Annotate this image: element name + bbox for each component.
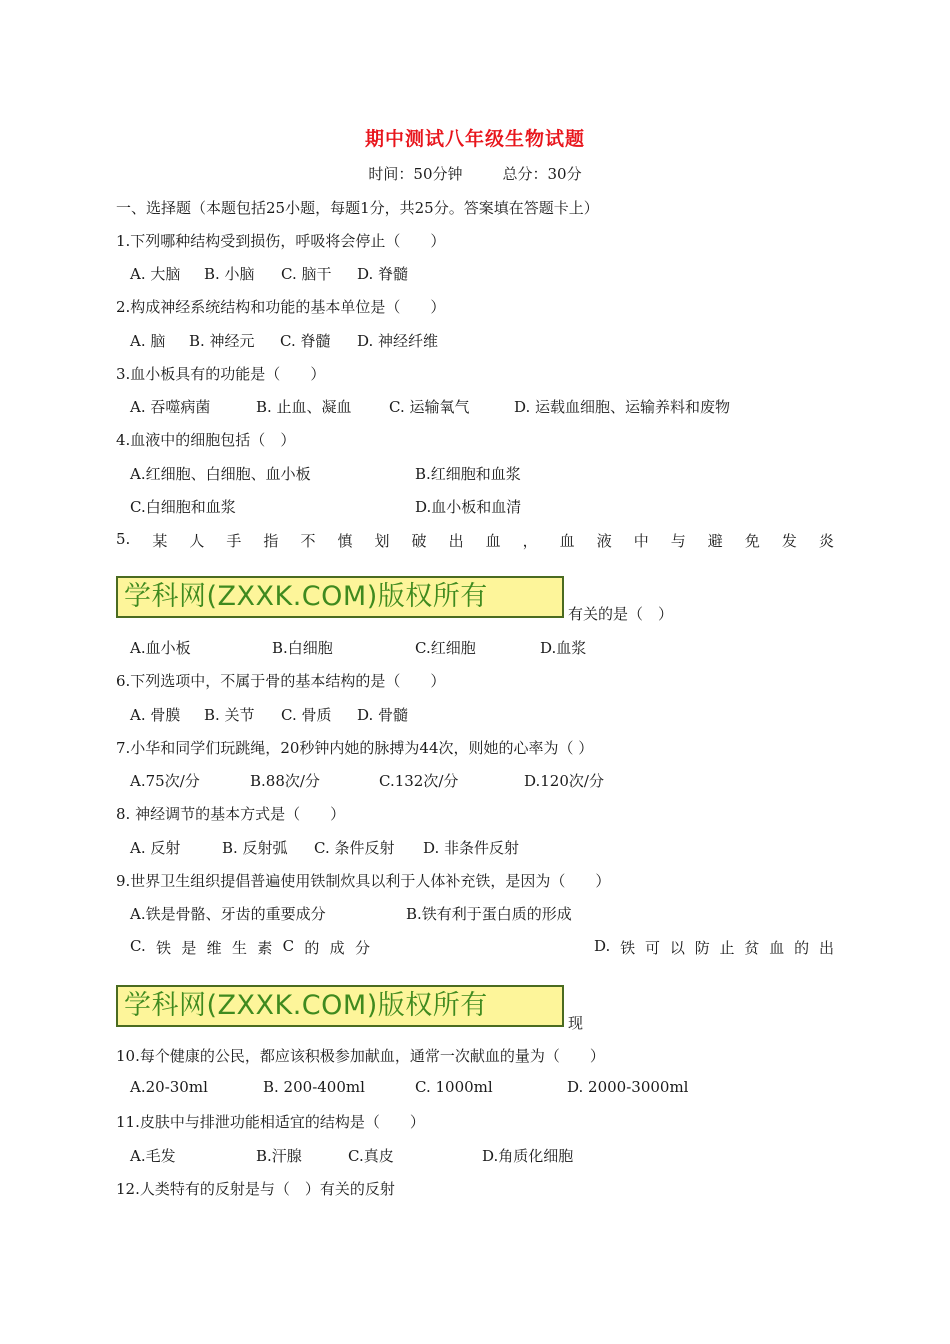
option-c: C.132次/分	[379, 772, 459, 790]
stem-char: 人	[189, 532, 205, 550]
option-a: A.铁是骨骼、牙齿的重要成分	[130, 905, 326, 923]
question-stem: 8. 神经调节的基本方式是（ ）	[116, 805, 346, 823]
option-d: D. 神经纤维	[357, 332, 439, 350]
option-a: A. 脑	[130, 332, 166, 350]
question-stem-tail: 有关的是（ ）	[568, 605, 674, 623]
option-b: B. 关节	[204, 706, 255, 724]
stem-char: 不	[300, 532, 316, 550]
watermark-banner: 学科网(ZXXK.COM)版权所有	[116, 985, 564, 1027]
option-d: D.血小板和血清	[415, 498, 522, 516]
question-stem: 6.下列选项中，不属于骨的基本结构的是（ ）	[116, 672, 446, 690]
stem-char: 出	[448, 532, 464, 550]
option-c: C. 条件反射	[314, 839, 395, 857]
option-char: 素	[257, 939, 273, 957]
option-char: 成	[329, 939, 345, 957]
question-stem: 12.人类特有的反射是与（ ）有关的反射	[116, 1180, 395, 1198]
watermark-banner: 学科网(ZXXK.COM)版权所有	[116, 576, 564, 618]
question-stem: 4.血液中的细胞包括（ ）	[116, 431, 296, 449]
option-b: B. 小脑	[204, 265, 255, 283]
stem-char: 血	[559, 532, 575, 550]
stem-char: 血	[485, 532, 501, 550]
option-c: C. 1000ml	[415, 1078, 493, 1096]
option-a: A.20-30ml	[130, 1078, 208, 1096]
option-a: A.血小板	[130, 639, 191, 657]
option-char: 维	[206, 939, 222, 957]
option-char: 铁	[156, 939, 172, 957]
option-a: A.毛发	[130, 1147, 176, 1165]
option-c: C. 脑干	[281, 265, 332, 283]
option-a: A.红细胞、白细胞、血小板	[130, 465, 311, 483]
question-stem-justified	[116, 530, 834, 551]
question-stem: 3.血小板具有的功能是（ ）	[116, 365, 326, 383]
time-limit: 时间：50分钟	[368, 165, 463, 183]
option-a: A.75次/分	[130, 772, 200, 790]
option-d: D. 运载血细胞、运输养料和废物	[514, 398, 731, 416]
option-b: B.88次/分	[250, 772, 320, 790]
stem-char: 与	[670, 532, 686, 550]
option-b: B. 反射弧	[222, 839, 288, 857]
option-char: 以	[669, 939, 685, 957]
stem-char: 划	[374, 532, 390, 550]
option-c: C.真皮	[348, 1147, 394, 1165]
stem-char: 发	[781, 532, 797, 550]
option-a: A. 反射	[130, 839, 181, 857]
option-char: 可	[644, 939, 660, 957]
option-b: B. 200-400ml	[263, 1078, 365, 1096]
option-char: 的	[794, 939, 810, 957]
option-char: 的	[304, 939, 320, 957]
stem-char: 指	[263, 532, 279, 550]
option-char: 分	[354, 939, 370, 957]
question-stem: 1.下列哪种结构受到损伤，呼吸将会停止（ ）	[116, 232, 446, 250]
option-char: 防	[694, 939, 710, 957]
stem-char: 免	[744, 532, 760, 550]
option-b: B. 神经元	[189, 332, 255, 350]
option-c: C.白细胞和血浆	[130, 498, 236, 516]
stem-char: ，	[522, 532, 538, 550]
question-stem: 11.皮肤中与排泄功能相适宜的结构是（ ）	[116, 1113, 425, 1131]
option-d: D. 脊髓	[357, 265, 409, 283]
stem-char: 破	[411, 532, 427, 550]
option-char: 贫	[744, 939, 760, 957]
question-stem: 10.每个健康的公民，都应该积极参加献血，通常一次献血的量为（ ）	[116, 1047, 605, 1065]
option-char: 止	[719, 939, 735, 957]
stem-char: 中	[633, 532, 649, 550]
option-a: A. 大脑	[130, 265, 181, 283]
option-c: C. 脊髓	[280, 332, 331, 350]
option-b: B.白细胞	[272, 639, 333, 657]
option-char: 生	[231, 939, 247, 957]
option-char: C	[282, 937, 295, 955]
option-char: 铁	[620, 939, 636, 957]
option-b: B. 止血、凝血	[256, 398, 352, 416]
stem-char: 慎	[337, 532, 353, 550]
option-b: B.红细胞和血浆	[415, 465, 521, 483]
stem-char: 5.	[116, 530, 131, 548]
option-d: D. 2000-3000ml	[567, 1078, 689, 1096]
option-d-justified	[594, 937, 834, 958]
option-c: C. 运输氧气	[389, 398, 470, 416]
question-stem: 9.世界卫生组织提倡普遍使用铁制炊具以利于人体补充铁，是因为（ ）	[116, 872, 611, 890]
question-stem: 2.构成神经系统结构和功能的基本单位是（ ）	[116, 298, 446, 316]
option-a: A. 吞噬病菌	[130, 398, 211, 416]
option-d: D.120次/分	[524, 772, 604, 790]
option-char: 出	[818, 939, 834, 957]
page-title: 期中测试八年级生物试题	[364, 128, 585, 150]
option-char: 血	[769, 939, 785, 957]
option-b: B.铁有利于蛋白质的形成	[406, 905, 572, 923]
option-c-justified	[130, 937, 370, 958]
question-stem-tail: 现	[568, 1014, 584, 1032]
option-char: 是	[181, 939, 197, 957]
option-d: D.角质化细胞	[482, 1147, 574, 1165]
stem-char: 避	[707, 532, 723, 550]
stem-char: 手	[226, 532, 242, 550]
stem-char: 某	[152, 532, 168, 550]
option-b: B.汗腺	[256, 1147, 302, 1165]
option-char: C.	[130, 937, 146, 955]
option-c: C.红细胞	[415, 639, 476, 657]
stem-char: 炎	[818, 532, 834, 550]
option-char: D.	[594, 937, 611, 955]
exam-meta	[0, 163, 950, 184]
option-d: D. 骨髓	[357, 706, 409, 724]
section-heading: 一、选择题（本题包括25小题，每题1分，共25分。答案填在答题卡上）	[116, 199, 599, 217]
question-stem: 7.小华和同学们玩跳绳，20秒钟内她的脉搏为44次，则她的心率为（ ）	[116, 739, 594, 757]
option-d: D. 非条件反射	[423, 839, 520, 857]
option-d: D.血浆	[540, 639, 587, 657]
stem-char: 液	[596, 532, 612, 550]
option-a: A. 骨膜	[130, 706, 181, 724]
total-score: 总分：30分	[502, 165, 582, 183]
option-c: C. 骨质	[281, 706, 332, 724]
